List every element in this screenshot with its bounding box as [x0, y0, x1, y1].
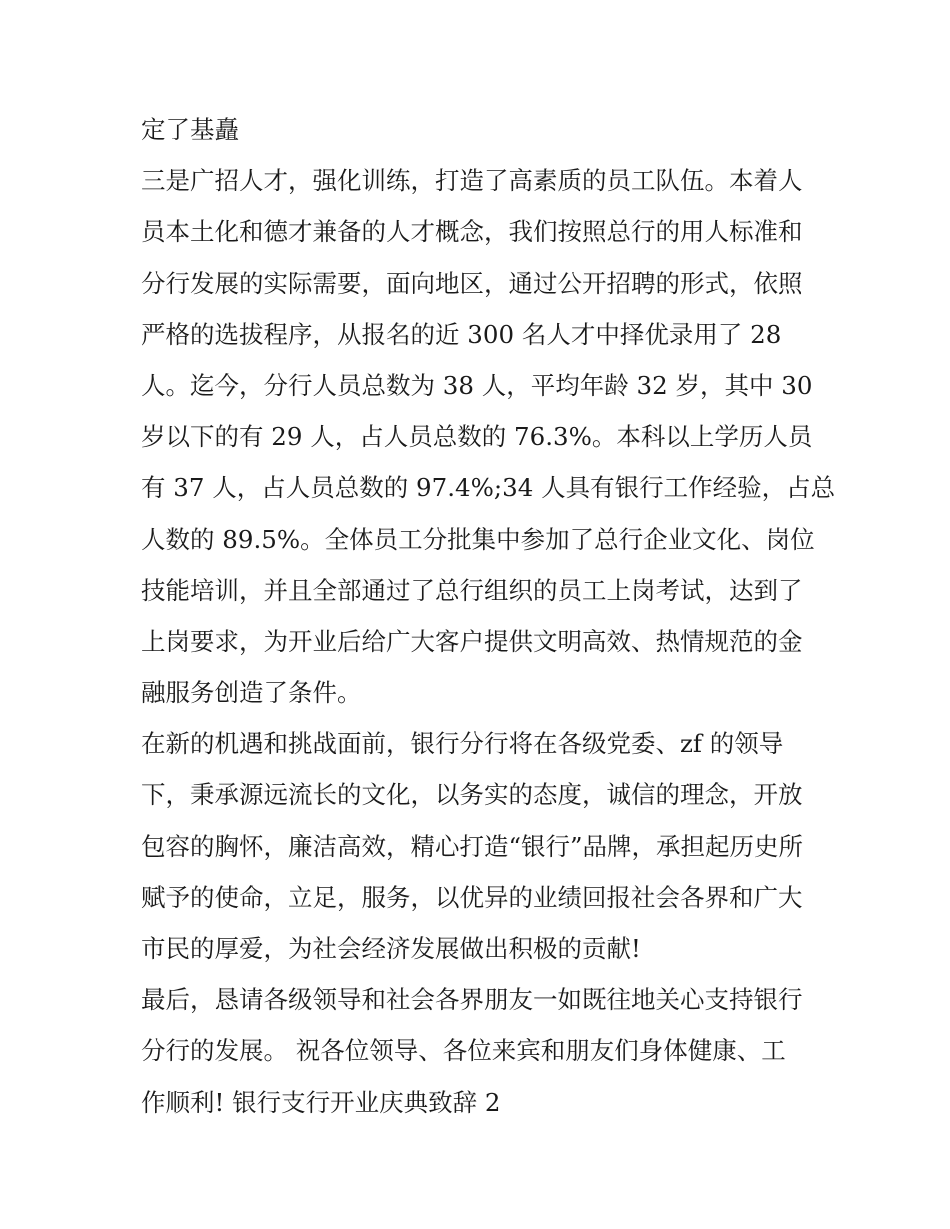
text-line-8: 有 37 人，占人员总数的 97.4%;34 人具有银行工作经验，占总 — [141, 473, 836, 503]
text-line-16: 赋予的使命，立足，服务，以优异的业绩回报社会各界和广大 — [141, 882, 803, 912]
text-line-6: 人。迄今，分行人员总数为 38 人，平均年龄 32 岁，其中 30 — [141, 370, 813, 400]
text-line-11: 上岗要求，为开业后给广大客户提供文明高效、热情规范的金 — [141, 626, 803, 656]
text-line-9: 人数的 89.5%。全体员工分批集中参加了总行企业文化、岗位 — [141, 524, 815, 554]
text-line-10: 技能培训，并且全部通过了总行组织的员工上岗考试，达到了 — [141, 575, 803, 605]
text-line-20: 作顺利! 银行支行开业庆典致辞 2 — [141, 1087, 501, 1117]
text-line-13: 在新的机遇和挑战面前，银行分行将在各级党委、zf 的领导 — [141, 729, 784, 759]
text-line-4: 分行发展的实际需要，面向地区，通过公开招聘的形式，依照 — [141, 268, 803, 298]
document-body — [141, 104, 836, 1128]
text-line-5: 严格的选拔程序，从报名的近 300 名人才中择优录用了 28 — [141, 319, 782, 349]
text-line-14: 下，秉承源远流长的文化，以务实的态度，诚信的理念，开放 — [141, 780, 803, 810]
text-line-2: 三是广招人才，强化训练，打造了高素质的员工队伍。本着人 — [141, 166, 803, 196]
text-line-18: 最后，恳请各级领导和社会各界朋友一如既往地关心支持银行 — [141, 985, 803, 1015]
text-line-15: 包容的胸怀，廉洁高效，精心打造“银行”品牌，承担起历史所 — [141, 831, 804, 861]
text-line-12: 融服务创造了条件。 — [141, 678, 362, 708]
text-line-19: 分行的发展。 祝各位领导、各位来宾和朋友们身体健康、工 — [141, 1036, 786, 1066]
text-line-17: 市民的厚爱，为社会经济发展做出积极的贡献! — [141, 934, 641, 963]
text-line-1: 定了基矗 — [141, 115, 239, 144]
text-line-3: 员本土化和德才兼备的人才概念，我们按照总行的用人标准和 — [141, 217, 803, 247]
text-line-7: 岁以下的有 29 人，占人员总数的 76.3%。本科以上学历人员 — [141, 422, 813, 452]
